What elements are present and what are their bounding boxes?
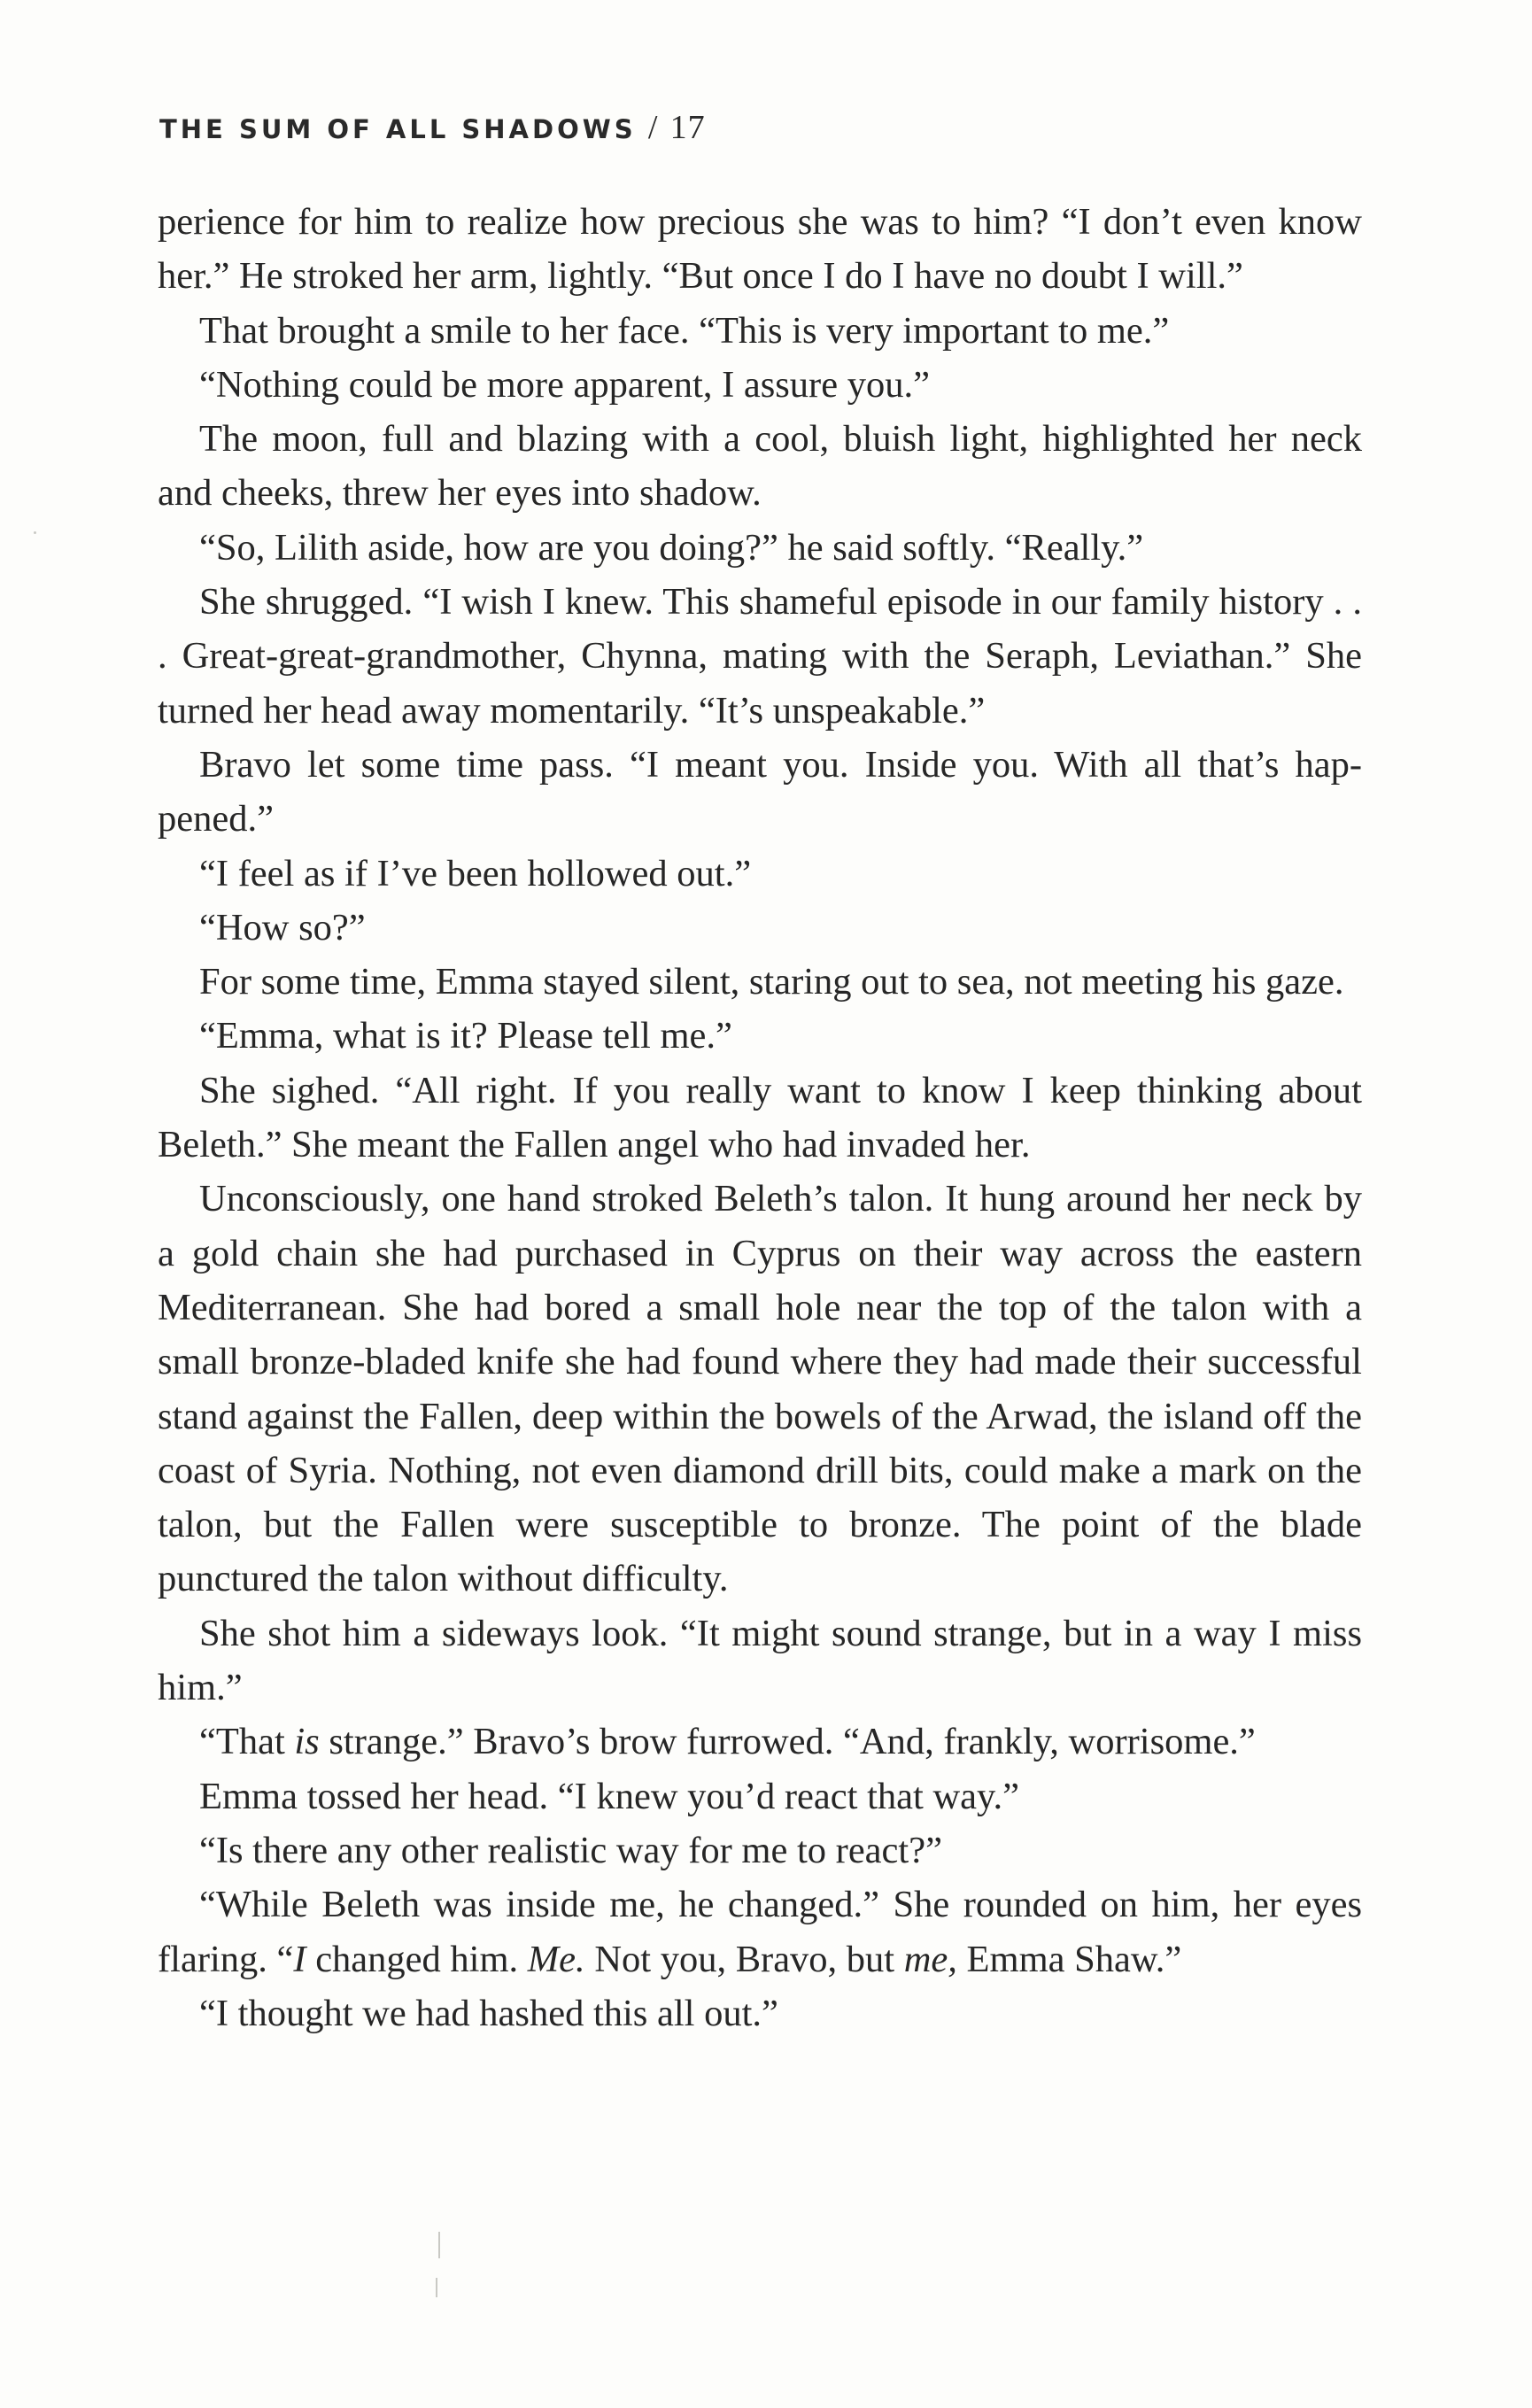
paper-speck: [436, 2278, 437, 2297]
text-run: “Nothing could be more apparent, I assure you.”: [199, 363, 930, 406]
body-text: [158, 195, 1362, 2040]
text-run: She sighed. “All right. If you really want to know I keep thinking about Beleth.” She meant the Fallen angel who had invaded her.: [158, 1069, 1362, 1166]
text-run: changed him.: [306, 1938, 528, 1980]
text-run: Not you, Bravo, but: [584, 1938, 904, 1980]
text-run: “That: [199, 1721, 295, 1763]
italic-text: me,: [903, 1938, 957, 1980]
paragraph: [158, 412, 1362, 521]
text-run: “So, Lilith aside, how are you doing?” he said softly. “Really.”: [199, 526, 1144, 569]
paragraph: [158, 1064, 1362, 1173]
text-run: Emma Shaw.”: [956, 1938, 1182, 1980]
paragraph: [158, 847, 1362, 901]
paragraph: [158, 955, 1362, 1009]
paragraph: [158, 738, 1362, 847]
text-run: “Is there any other realistic way for me to react?”: [199, 1829, 942, 1871]
text-run: “While Beleth was inside me, he changed.” She rounded on him, her eyes flaring. “: [158, 1884, 1362, 1980]
running-head: [159, 108, 706, 147]
paper-speck: [34, 531, 36, 534]
text-run: Emma tossed her head. “I knew you’d react that way.”: [199, 1775, 1019, 1817]
paper-speck: [438, 2232, 440, 2258]
header-separator: /: [647, 109, 659, 146]
text-run: For some time, Emma stayed silent, staring out to sea, not meeting his gaze.: [199, 961, 1344, 1003]
paragraph: [158, 521, 1362, 575]
italic-text: Me.: [527, 1938, 585, 1980]
italic-text: I: [293, 1938, 306, 1980]
text-run: strange.” Bravo’s brow furrowed. “And, frankly, worrisome.”: [319, 1721, 1256, 1763]
text-run: The moon, full and blazing with a cool, bluish light, highlighted her neck and cheeks, threw her eyes into shadow.: [158, 418, 1362, 515]
text-run: Bravo let some time pass. “I meant you. Inside you. With all that’s happened.”: [158, 743, 1362, 840]
paragraph: [158, 1607, 1362, 1715]
text-run: She shrugged. “I wish I knew. This shameful episode in our family history . . . Great-great-grandmother, Chynna, mating with the Seraph, Leviathan.” She turned her head away momentarily. “It’s unspeakable.”: [158, 581, 1362, 732]
paragraph: [158, 358, 1362, 412]
text-run: “I thought we had hashed this all out.”: [199, 1992, 778, 2034]
paragraph: [158, 1823, 1362, 1878]
text-run: That brought a smile to her face. “This is very important to me.”: [199, 309, 1170, 352]
text-run: She shot him a sideways look. “It might sound strange, but in a way I miss him.”: [158, 1612, 1362, 1709]
text-run: “I feel as if I’ve been hollowed out.”: [199, 852, 752, 894]
paragraph: [158, 1878, 1362, 1986]
paragraph: [158, 1769, 1362, 1823]
page-number: 17: [669, 109, 706, 146]
paragraph: [158, 1172, 1362, 1606]
paragraph: [158, 575, 1362, 738]
book-title: THE SUM OF ALL SHADOWS: [159, 114, 637, 144]
text-run: “How so?”: [199, 906, 366, 948]
paragraph: [158, 1009, 1362, 1063]
paragraph: [158, 1715, 1362, 1769]
italic-text: is: [294, 1721, 320, 1763]
text-run: “Emma, what is it? Please tell me.”: [199, 1015, 732, 1057]
text-run: Unconsciously, one hand stroked Beleth’s talon. It hung around her neck by a gold chain she had purchased in Cyprus on their way across the eastern Mediterranean. She had bored a small hole near the top of the talon with a small bronze-bladed knife she had found where they had made their successful stand against the Fallen, deep within the bowels of the Arwad, the island off the coast of Syria. Nothing, not even diamond drill bits, could make a mark on the talon, but the Fallen were susceptible to bronze. The point of the blade punctured the talon without difficulty.: [158, 1178, 1362, 1600]
paragraph: [158, 304, 1362, 358]
paragraph: [158, 195, 1362, 304]
text-run: perience for him to realize how precious she was to him? “I don’t even know her.” He stroked her arm, lightly. “But once I do I have no doubt I will.”: [158, 201, 1362, 298]
paragraph: [158, 901, 1362, 955]
paragraph: [158, 1986, 1362, 2040]
